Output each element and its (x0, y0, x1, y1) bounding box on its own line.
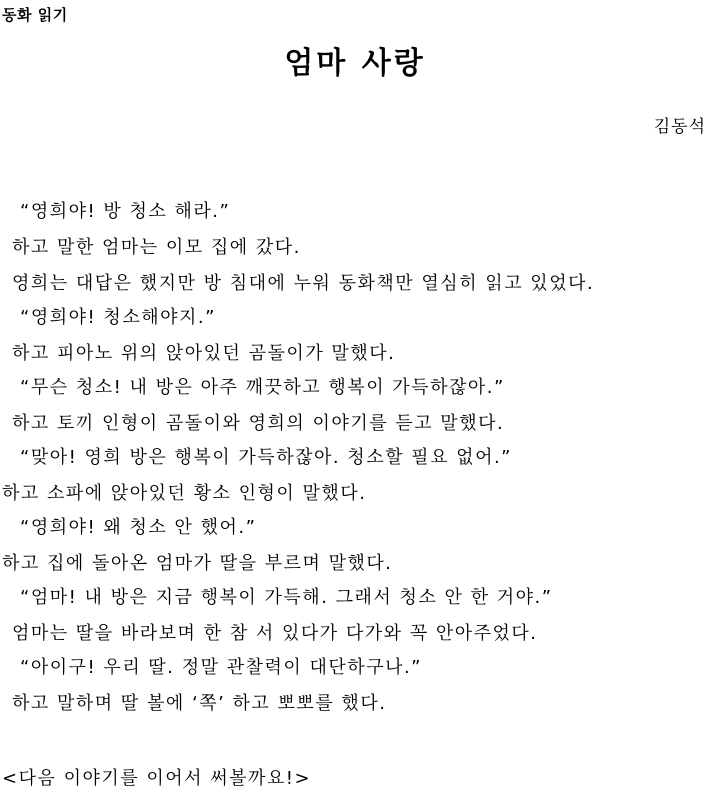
story-line-13: 엄마는 딸을 바라보며 한 참 서 있다가 다가와 꼭 안아주었다. (12, 623, 538, 644)
story-line-4: “영희야! 청소해야지.” (20, 307, 216, 328)
story-line-9: 하고 소파에 앉아있던 황소 인형이 말했다. (2, 483, 367, 504)
story-line-15: 하고 말하며 딸 볼에 ‘쪽’ 하고 뽀뽀를 했다. (12, 693, 387, 714)
story-line-6: “무슨 청소! 내 방은 아주 깨끗하고 행복이 가득하잖아.” (20, 377, 505, 398)
story-line-3: 영희는 대답은 했지만 방 침대에 누워 동화책만 열심히 읽고 있었다. (12, 273, 595, 294)
story-title: 엄마 사랑 (284, 46, 426, 81)
story-line-10: “영희야! 왜 청소 안 했어.” (20, 517, 257, 538)
story-line-2: 하고 말한 엄마는 이모 집에 갔다. (12, 237, 301, 258)
story-line-8: “맞아! 영희 방은 행복이 가득하잖아. 청소할 필요 없어.” (20, 447, 513, 468)
story-line-7: 하고 토끼 인형이 곰돌이와 영희의 이야기를 듣고 말했다. (12, 413, 505, 434)
story-line-11: 하고 집에 돌아온 엄마가 딸을 부르며 말했다. (2, 553, 393, 574)
story-line-1: “영희야! 방 청소 해라.” (20, 201, 231, 222)
story-line-14: “아이구! 우리 딸. 정말 관찰력이 대단하구나.” (20, 657, 423, 678)
story-line-5: 하고 피아노 위의 앉아있던 곰돌이가 말했다. (12, 343, 396, 364)
writing-prompt: <다음 이야기를 이어서 써볼까요!> (2, 768, 312, 789)
story-author: 김동석 (653, 117, 706, 137)
story-line-12: “엄마! 내 방은 지금 행복이 가득해. 그래서 청소 안 한 거야.” (20, 587, 553, 608)
header-label: 동화 읽기 (2, 6, 68, 24)
